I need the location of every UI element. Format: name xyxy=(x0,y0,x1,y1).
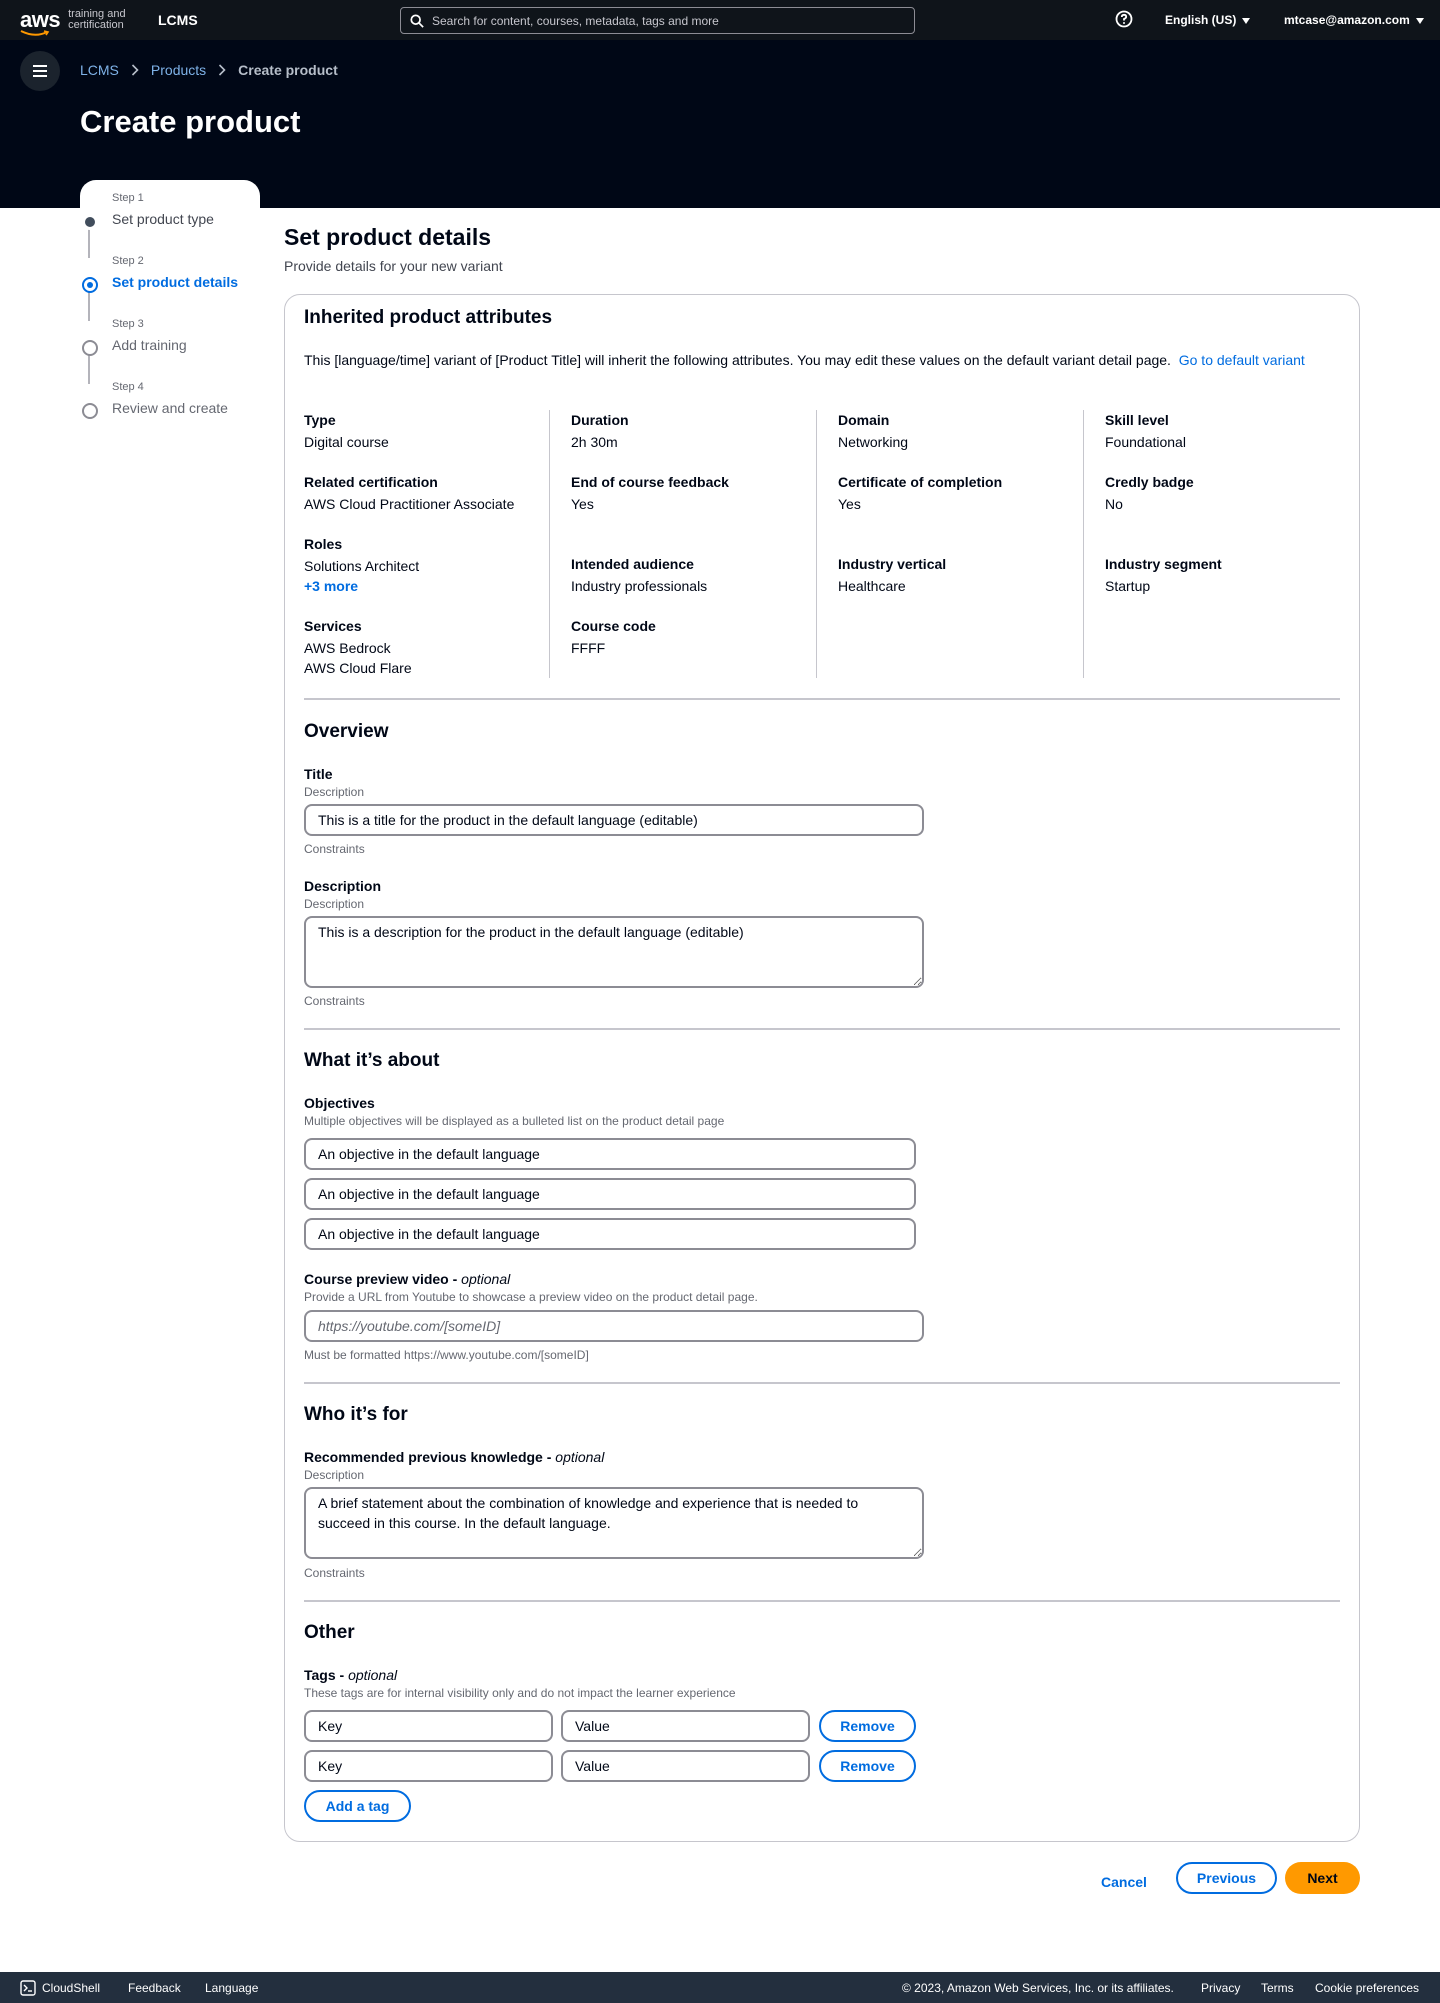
attribute-key: Skill level xyxy=(1105,412,1169,428)
attribute-grid xyxy=(304,410,1340,678)
attribute-credly xyxy=(1105,472,1194,514)
step-pending-icon xyxy=(82,403,98,419)
attribute-value: Startup xyxy=(1105,578,1151,594)
objectives-label: Objectives xyxy=(304,1095,375,1111)
attribute-column xyxy=(571,410,817,678)
previous-button[interactable]: Previous xyxy=(1176,1862,1277,1894)
video-constraints: Must be formatted https://www.youtube.com/[someID] xyxy=(304,1348,589,1362)
side-nav-toggle[interactable] xyxy=(20,51,60,91)
remove-tag-button[interactable]: Remove xyxy=(819,1710,916,1742)
knowledge-description: Description xyxy=(304,1468,365,1482)
aws-smile-icon xyxy=(20,29,50,37)
attribute-value: FFFF xyxy=(571,640,606,656)
section-divider xyxy=(304,1028,1340,1030)
search-icon xyxy=(410,14,424,28)
attribute-value: AWS Bedrock xyxy=(304,640,391,656)
inherited-intro-text: This [language/time] variant of [Product Title] will inherit the following attributes. You may edit these values on the default variant detail page. xyxy=(304,352,1171,368)
hamburger-menu-icon xyxy=(32,64,48,78)
tag-value-input[interactable] xyxy=(561,1750,810,1782)
attribute-value: AWS Cloud Flare xyxy=(304,660,412,676)
knowledge-label-text: Recommended previous knowledge - xyxy=(304,1449,556,1465)
video-label xyxy=(304,1271,510,1287)
step-label: Add training xyxy=(112,337,187,353)
chevron-right-icon xyxy=(218,64,226,76)
attribute-column xyxy=(838,410,1084,678)
step-complete-icon xyxy=(82,214,98,230)
attribute-key: Industry vertical xyxy=(838,556,947,572)
attribute-key: End of course feedback xyxy=(571,474,729,490)
cloudshell-icon[interactable] xyxy=(20,1980,36,1996)
step-current-icon xyxy=(82,277,98,293)
breadcrumb-current: Create product xyxy=(238,62,338,78)
feedback-link[interactable]: Feedback xyxy=(128,1981,181,1995)
other-heading: Other xyxy=(304,1622,355,1643)
page-title: Create product xyxy=(80,104,301,139)
product-details-container xyxy=(284,294,1360,1842)
default-variant-link[interactable]: Go to default variant xyxy=(1178,352,1305,368)
attribute-audience xyxy=(571,554,707,596)
attribute-course-code xyxy=(571,616,656,658)
overview-heading: Overview xyxy=(304,721,389,742)
attribute-key: Related certification xyxy=(304,474,438,490)
form-header xyxy=(284,224,503,274)
step-label: Set product details xyxy=(112,274,239,290)
title-description: Description xyxy=(304,785,365,799)
attribute-value: Industry professionals xyxy=(571,578,708,594)
cookie-preferences-link[interactable]: Cookie preferences xyxy=(1315,1981,1420,1995)
language-label: English (US) xyxy=(1165,13,1237,27)
terms-link[interactable]: Terms xyxy=(1261,1981,1294,1995)
objective-input[interactable] xyxy=(304,1178,916,1210)
caret-down-icon xyxy=(1242,18,1250,24)
title-constraints: Constraints xyxy=(304,842,365,856)
aws-logo: aws xyxy=(20,11,60,29)
optional-marker: optional xyxy=(555,1449,605,1465)
title-label: Title xyxy=(304,766,333,782)
attribute-completion xyxy=(838,472,1002,514)
attribute-value: Networking xyxy=(838,434,909,450)
brand-subtitle: training and certification xyxy=(68,8,126,31)
step-pending-icon xyxy=(82,340,98,356)
brand-logo[interactable] xyxy=(20,5,138,35)
chevron-right-icon xyxy=(131,64,139,76)
step-label: Set product type xyxy=(112,211,214,227)
app-name[interactable]: LCMS xyxy=(158,12,198,28)
section-divider xyxy=(304,1600,1340,1602)
inherited-attributes-heading: Inherited product attributes xyxy=(304,307,553,328)
tag-value-input[interactable] xyxy=(561,1710,810,1742)
attribute-value: Yes xyxy=(838,496,861,512)
attribute-key: Credly badge xyxy=(1105,474,1194,490)
who-heading: Who it’s for xyxy=(304,1404,408,1425)
attribute-value: Solutions Architect xyxy=(304,558,420,574)
video-url-input[interactable] xyxy=(304,1310,924,1342)
cancel-button[interactable]: Cancel xyxy=(1090,1866,1158,1898)
step-number: Step 2 xyxy=(112,255,144,267)
attribute-key: Type xyxy=(304,412,336,428)
attribute-services xyxy=(304,616,412,678)
next-button[interactable]: Next xyxy=(1285,1862,1360,1894)
console-footer xyxy=(0,1972,1440,2003)
attribute-value: No xyxy=(1105,496,1123,512)
tag-key-input[interactable] xyxy=(304,1750,553,1782)
knowledge-constraints: Constraints xyxy=(304,1566,365,1580)
attribute-roles xyxy=(304,534,419,596)
description-textarea[interactable] xyxy=(304,916,924,988)
tag-key-input[interactable] xyxy=(304,1710,553,1742)
step-label: Review and create xyxy=(112,400,228,416)
caret-down-icon xyxy=(1416,18,1424,24)
description-constraints: Constraints xyxy=(304,994,365,1008)
add-tag-button[interactable]: Add a tag xyxy=(304,1790,411,1822)
attribute-key: Course code xyxy=(571,618,656,634)
objective-input[interactable] xyxy=(304,1218,916,1250)
privacy-link[interactable]: Privacy xyxy=(1201,1981,1241,1995)
user-email: mtcase@amazon.com xyxy=(1284,13,1410,27)
inherited-intro xyxy=(304,350,1340,370)
attribute-column xyxy=(1105,410,1340,678)
attribute-value: Foundational xyxy=(1105,434,1186,450)
attribute-duration xyxy=(571,410,629,452)
cloudshell-link[interactable]: CloudShell xyxy=(42,1981,101,1995)
video-label-text: Course preview video - xyxy=(304,1271,462,1287)
remove-tag-button[interactable]: Remove xyxy=(819,1750,916,1782)
form-title: Set product details xyxy=(284,224,492,250)
attribute-feedback xyxy=(571,472,729,514)
tags-description: These tags are for internal visibility only and do not impact the learner experience xyxy=(304,1686,736,1700)
step-number: Step 4 xyxy=(112,381,144,393)
attribute-key: Duration xyxy=(571,412,629,428)
attribute-domain xyxy=(838,410,908,452)
roles-more-link[interactable]: +3 more xyxy=(304,578,359,594)
attribute-vertical xyxy=(838,554,946,596)
attribute-value: AWS Cloud Practitioner Associate xyxy=(304,496,515,512)
language-link[interactable]: Language xyxy=(205,1981,259,1995)
language-selector[interactable] xyxy=(1165,13,1250,27)
attribute-skill xyxy=(1105,410,1186,452)
title-input[interactable] xyxy=(304,804,924,836)
knowledge-label xyxy=(304,1449,604,1465)
description-description: Description xyxy=(304,897,365,911)
optional-marker: optional xyxy=(461,1271,511,1287)
objectives-description: Multiple objectives will be displayed as a bulleted list on the product detail page xyxy=(304,1114,725,1128)
wizard-steps xyxy=(80,180,260,430)
about-heading: What it’s about xyxy=(304,1050,440,1071)
form-subtitle: Provide details for your new variant xyxy=(284,258,503,274)
attribute-key: Services xyxy=(304,618,362,634)
optional-marker: optional xyxy=(348,1667,398,1683)
attribute-value: Digital course xyxy=(304,434,389,450)
attribute-key: Domain xyxy=(838,412,890,428)
attribute-key: Certificate of completion xyxy=(838,474,1003,490)
attribute-key: Intended audience xyxy=(571,556,694,572)
search-input[interactable] xyxy=(432,14,892,28)
section-divider xyxy=(304,698,1340,700)
step-number: Step 3 xyxy=(112,318,144,330)
description-label: Description xyxy=(304,878,382,894)
step-number: Step 1 xyxy=(112,192,144,204)
objective-input[interactable] xyxy=(304,1138,916,1170)
top-navigation xyxy=(0,0,1440,40)
tags-label-text: Tags - xyxy=(304,1667,349,1683)
attribute-key: Industry segment xyxy=(1105,556,1222,572)
attribute-value: Healthcare xyxy=(838,578,906,594)
attribute-type xyxy=(304,410,389,452)
breadcrumb xyxy=(80,62,338,78)
knowledge-textarea[interactable] xyxy=(304,1487,924,1559)
attribute-column xyxy=(304,410,550,678)
copyright-text: © 2023, Amazon Web Services, Inc. or its affiliates. xyxy=(902,1981,1174,1995)
attribute-value: 2h 30m xyxy=(571,434,618,450)
video-description: Provide a URL from Youtube to showcase a preview video on the product detail page. xyxy=(304,1290,758,1304)
attribute-key: Roles xyxy=(304,536,343,552)
breadcrumb-products[interactable]: Products xyxy=(150,62,207,78)
attribute-certification xyxy=(304,472,514,514)
tags-label xyxy=(304,1667,397,1683)
attribute-segment xyxy=(1105,554,1222,596)
section-divider xyxy=(304,1382,1340,1384)
help-icon[interactable] xyxy=(1115,10,1133,28)
breadcrumb-lcms[interactable]: LCMS xyxy=(80,62,119,78)
user-menu[interactable] xyxy=(1284,13,1424,27)
attribute-value: Yes xyxy=(571,496,594,512)
global-search[interactable] xyxy=(400,7,915,34)
